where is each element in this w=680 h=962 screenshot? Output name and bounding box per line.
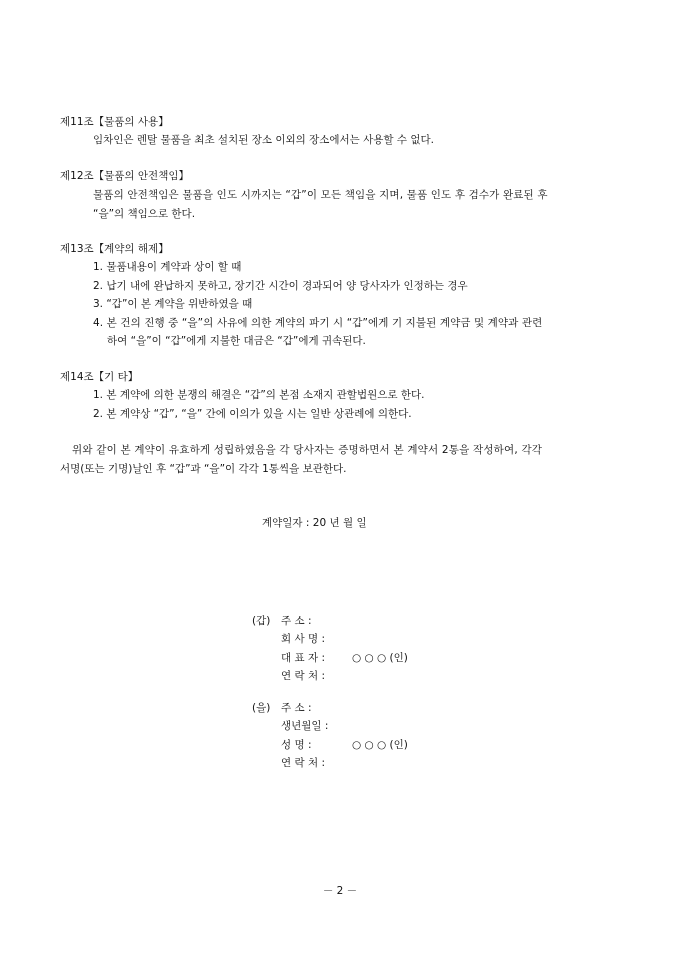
article-11-heading: 제11조【물품의 사용】 xyxy=(60,116,169,128)
party-a-rep-value: ○ ○ ○ (인) xyxy=(352,652,408,664)
article-14-heading: 제14조【기 타】 xyxy=(60,371,139,383)
party-b-address-label: 주 소 : xyxy=(281,702,312,714)
party-a-company-label: 회 사 명 : xyxy=(281,633,325,645)
party-b-name-value: ○ ○ ○ (인) xyxy=(352,739,408,751)
party-b-birthdate-label: 생년월일 : xyxy=(281,720,329,732)
party-b-tag: (을) xyxy=(252,702,271,714)
closing-line-2: 서명(또는 기명)날인 후 “갑”과 “을”이 각각 1통씩을 보관한다. xyxy=(60,463,347,475)
article-12-heading: 제12조【물품의 안전책임】 xyxy=(60,170,189,182)
article-13-item-4: 4. 본 건의 진행 중 “을”의 사유에 의한 계약의 파기 시 “갑”에게 기 지불된 계약금 및 계약과 관련 xyxy=(93,317,543,329)
party-a-rep-label: 대 표 자 : xyxy=(281,652,325,664)
article-12-line-2: “을”의 책임으로 한다. xyxy=(93,208,196,220)
page-number: － 2 － xyxy=(322,885,358,897)
closing-line-1: 위와 같이 본 계약이 유효하게 성립하였음을 각 당사자는 증명하면서 본 계약서 2통을 작성하여, 각각 xyxy=(72,444,543,456)
party-b-contact-label: 연 락 처 : xyxy=(281,757,325,769)
article-11-line-1: 임차인은 렌탈 물품을 최초 설치된 장소 이외의 장소에서는 사용할 수 없다. xyxy=(93,134,435,146)
article-13-item-4-cont: 하여 “을”이 “갑”에게 지불한 대금은 “갑”에게 귀속된다. xyxy=(107,335,366,347)
article-13-heading: 제13조【계약의 해제】 xyxy=(60,243,169,255)
contract-date: 계약일자 : 20 년 월 일 xyxy=(262,517,367,529)
article-12-line-1: 물품의 안전책임은 물품을 인도 시까지는 “갑”이 모든 책임을 지며, 물품 인도 후 검수가 완료된 후 xyxy=(93,189,548,201)
article-13-item-2: 2. 납기 내에 완납하지 못하고, 장기간 시간이 경과되어 양 당사자가 인정하는 경우 xyxy=(93,280,468,292)
article-14-item-1: 1. 본 계약에 의한 분쟁의 해결은 “갑”의 본점 소재지 관할법원으로 한다. xyxy=(93,389,425,401)
article-13-item-1: 1. 물품내용이 계약과 상이 할 때 xyxy=(93,261,242,273)
article-13-item-3: 3. “갑”이 본 계약을 위반하였을 때 xyxy=(93,298,253,310)
party-b-name-label: 성 명 : xyxy=(281,739,312,751)
party-a-contact-label: 연 락 처 : xyxy=(281,670,325,682)
party-a-tag: (갑) xyxy=(252,615,271,627)
party-a-address-label: 주 소 : xyxy=(281,615,312,627)
article-14-item-2: 2. 본 계약상 “갑”, “을” 간에 이의가 있을 시는 일반 상관례에 의한다. xyxy=(93,408,412,420)
